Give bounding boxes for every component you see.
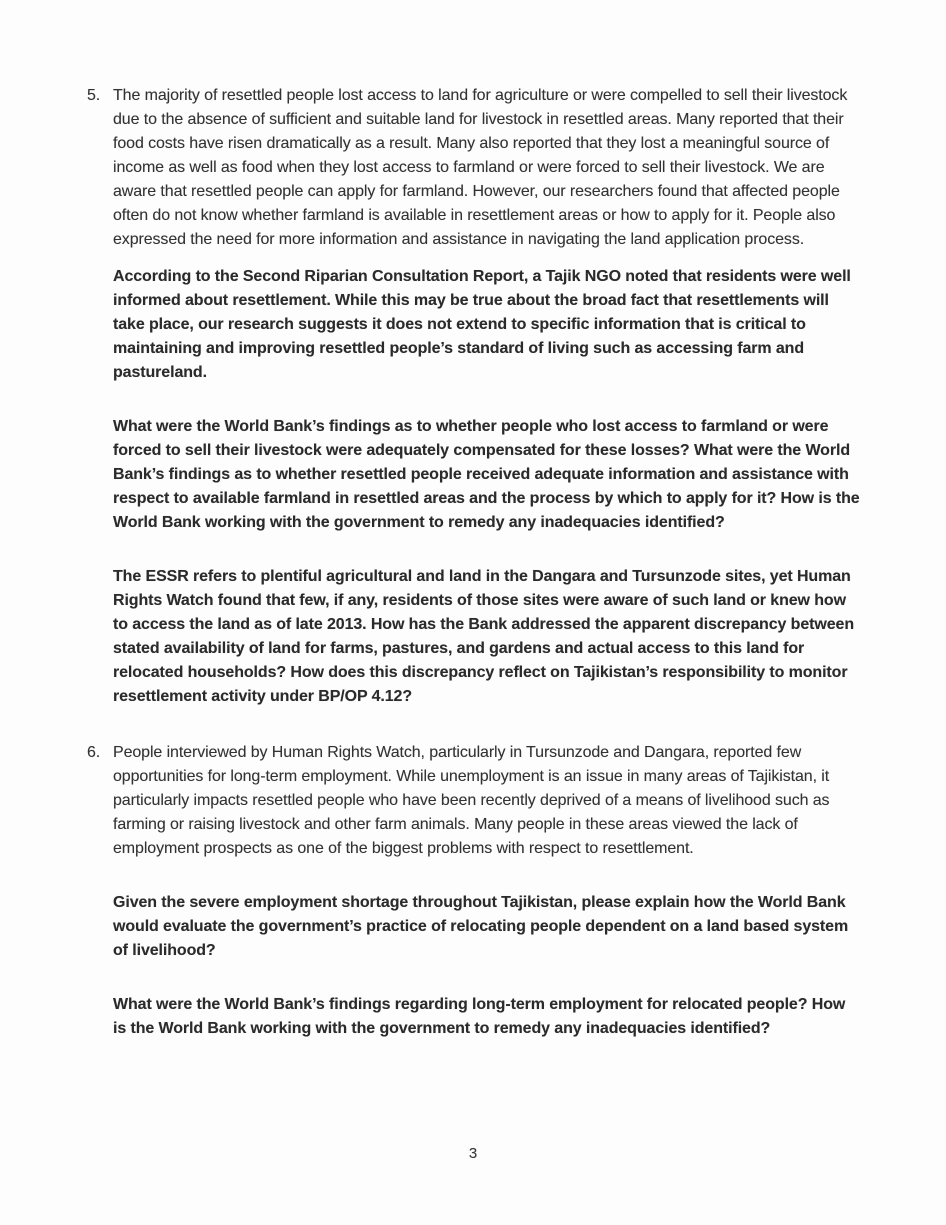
item-5-body (113, 84, 861, 709)
item-number-6: 6. (87, 744, 101, 761)
numbered-item-6 (87, 741, 890, 1041)
paragraph-question-essr-discrepancy: The ESSR refers to plentiful agricultural and land in the Dangara and Tursunzode sites, yet Human Rights Watch found that few, if any, residents of those sites were aware of such land or knew how to access the land as of late 2013. How has the Bank addressed the apparent discrepancy between stated availability of land for farms, pastures, and gardens and actual access to this land for relocated households? How does this discrepancy reflect on Tajikistan’s responsibility to monitor resettlement activity under BP/OP 4.12? (113, 568, 854, 705)
numbered-item-5 (87, 84, 890, 709)
paragraph-question-longterm-employment: What were the World Bank’s findings regarding long-term employment for relocated people? How is the World Bank working with the government to remedy any inadequacies identified? (113, 996, 846, 1037)
item-number-5: 5. (87, 87, 101, 104)
paragraph-item5-body: The majority of resettled people lost access to land for agriculture or were compelled to sell their livestock due to the absence of sufficient and suitable land for livestock in resettled areas. Many reported that their food costs have risen dramatically as a result. Many also reported that they lost a meaningful source of income as well as food when they lost access to farmland or were forced to sell their livestock. We are aware that resettled people can apply for farmland. However, our researchers found that affected people often do not know whether farmland is available in resettlement areas or how to apply for it. People also expressed the need for more information and assistance in navigating the land application process. (113, 87, 848, 248)
paragraph-question-farmland-compensation: What were the World Bank’s findings as to whether people who lost access to farmland or were forced to sell their livestock were adequately compensated for these losses? What were the World Bank’s findings as to whether resettled people received adequate information and assistance with respect to available farmland in resettled areas and the process by which to apply for it? How is the World Bank working with the government to remedy any inadequacies identified? (113, 418, 860, 531)
paragraph-item6-body: People interviewed by Human Rights Watch, particularly in Tursunzode and Dangara, reported few opportunities for long-term employment. While unemployment is an issue in many areas of Tajikistan, it particularly impacts resettled people who have been recently deprived of a means of livelihood such as farming or raising livestock and other farm animals. Many people in these areas viewed the lack of employment prospects as one of the biggest problems with respect to resettlement. (113, 744, 830, 857)
paragraph-riparian-report: According to the Second Riparian Consultation Report, a Tajik NGO noted that residents were well informed about resettlement. While this may be true about the broad fact that resettlements will take place, our research suggests it does not extend to specific information that is critical to maintaining and improving resettled people’s standard of living such as accessing farm and pastureland. (113, 268, 851, 381)
page-number: 3 (468, 1145, 478, 1162)
item-6-body (113, 741, 861, 1041)
paragraph-question-employment-shortage: Given the severe employment shortage throughout Tajikistan, please explain how the World Bank would evaluate the government’s practice of relocating people dependent on a land based system of livelihood? (113, 894, 849, 959)
